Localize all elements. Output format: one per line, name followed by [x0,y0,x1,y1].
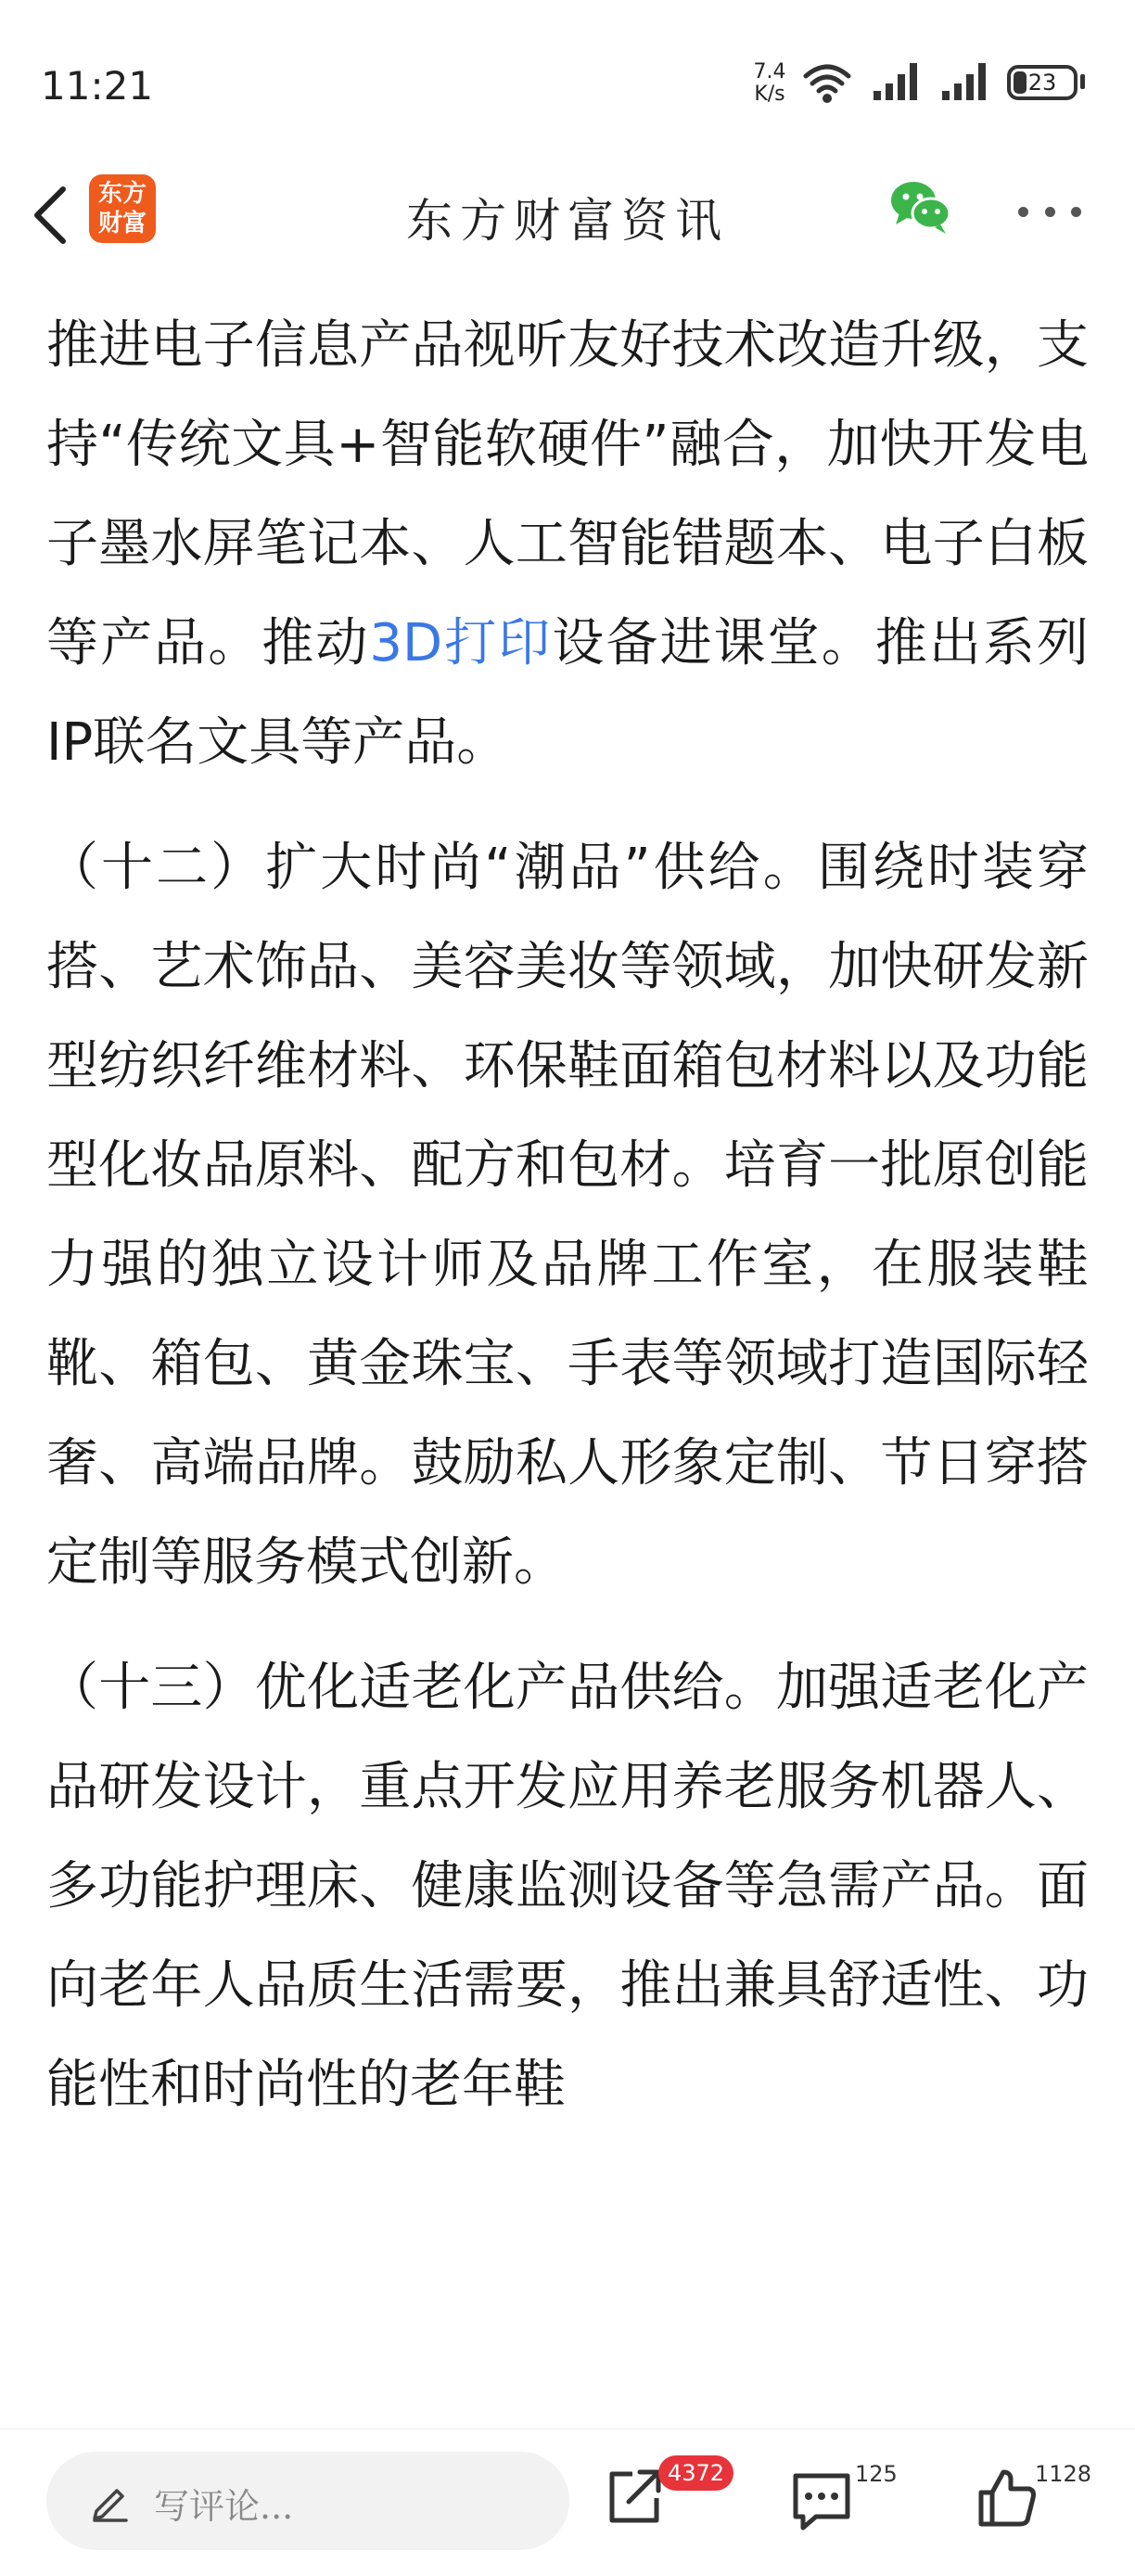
app-header [0,158,1135,278]
signal-icon [940,61,992,102]
battery-icon [1007,65,1078,100]
comment-input[interactable] [46,2452,569,2550]
battery-tip [1080,74,1085,89]
article-paragraph: （十二）扩大时尚“潮品”供给。围绕时装穿搭、艺术饰品、美容美妆等领域，加快研发新型纺织纤维材料、环保鞋面箱包材料以及功能型化妆品原料、配方和包材。培育一批原创能力强的独立设计师及品牌工作室，在服装鞋靴、箱包、黄金珠宝、手表等领域打造国际轻奢、高端品牌。鼓励私人形象定制、节日穿搭定制等服务模式创新。 [46,838,1089,1593]
article-paragraph [46,276,1089,792]
page-title: 东方财富资讯 [406,194,729,248]
comment-count: 125 [855,2461,898,2487]
wifi-icon [803,61,851,104]
like-button[interactable] [974,2465,1040,2531]
article-paragraph: （十三）优化适老化产品供给。加强适老化产品研发设计，重点开发应用养老服务机器人、多功能护理床、健康监测设备等急需产品。面向老年人品质生活需要，推出兼具舒适性、功能性和时尚性的老年鞋 [46,1658,1089,2115]
stock-concept-link[interactable]: 3D打印 [369,613,553,673]
comments-button[interactable] [788,2467,855,2533]
thumbs-up-icon [974,2465,1040,2531]
comment-icon [788,2467,855,2533]
wechat-share-button[interactable] [888,174,953,239]
network-speed-unit: K/s [754,83,785,106]
status-time: 11:21 [41,63,154,109]
pencil-icon [89,2480,132,2522]
wechat-icon [888,174,953,239]
logo-text-line2: 财富 [97,210,147,237]
logo-text-line1: 东方 [97,180,147,208]
network-speed [747,61,792,106]
status-bar [0,0,1135,167]
share-count-badge: 4372 [658,2455,733,2491]
network-speed-value: 7.4 [753,60,786,83]
dot-icon [1071,207,1081,217]
dot-icon [1018,207,1028,217]
more-options-button[interactable] [1018,202,1081,221]
paragraph-text: 设备进课堂。推出系列IP联名文具等产品。 [46,613,1089,773]
article-body[interactable] [46,276,1089,2429]
bottom-action-bar [0,2429,1135,2576]
battery-percent: 23 [1027,70,1057,96]
comment-placeholder: 写评论... [154,2486,294,2527]
dot-icon [1045,207,1055,217]
like-count: 1128 [1035,2461,1092,2487]
paragraph-text: 推进电子信息产品视听友好技术改造升级，支持“传统文具+智能软硬件”融合，加快开发电子墨水屏笔记本、人工智能错题本、电子白板等产品。推动 [46,315,1089,673]
signal-icon [872,61,924,102]
